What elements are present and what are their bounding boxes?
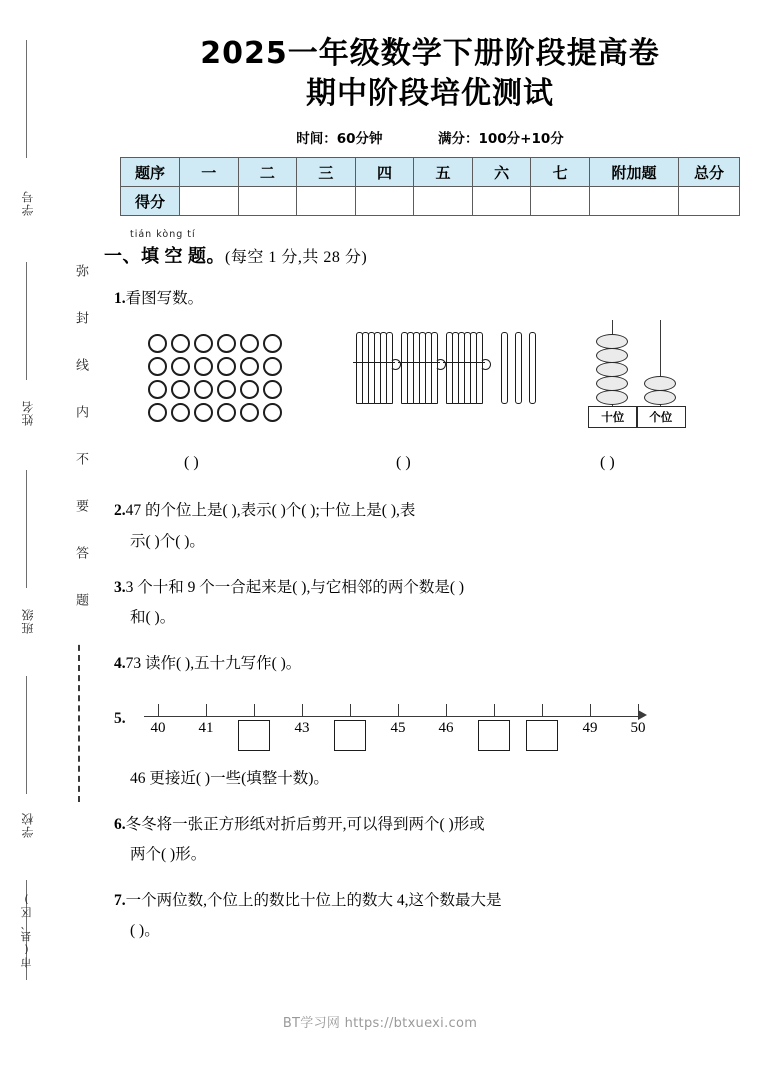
numberline-tick	[638, 704, 639, 716]
section-heading-fill-in-blank	[104, 229, 760, 268]
section-index: 一、	[104, 246, 141, 267]
margin-rule-2	[26, 470, 27, 588]
circle-dot	[240, 380, 259, 399]
figure-circles	[148, 334, 285, 425]
numberline-blank-box[interactable]	[478, 720, 510, 751]
question-2-line-2	[114, 527, 760, 557]
score-cell-7[interactable]	[531, 187, 590, 216]
numberline-label-41: 41	[198, 719, 214, 736]
question-6-text-1[interactable]: 冬冬将一张正方形纸对折后剪开,可以得到两个( )形或	[125, 815, 485, 833]
circle-dot	[171, 357, 190, 376]
margin-rule-0	[26, 40, 27, 158]
abacus-bead	[596, 362, 628, 377]
exam-meta	[100, 127, 760, 147]
question-4	[114, 649, 760, 679]
circle-dot	[194, 380, 213, 399]
title-line-2: 期中阶段培优测试	[306, 75, 554, 111]
section-pinyin: tián kòng tí	[130, 229, 196, 241]
score-cell-1[interactable]	[180, 187, 239, 216]
title-line-1: 2025一年级数学下册阶段提高卷	[200, 36, 660, 71]
stick-bundle-ten	[401, 332, 437, 404]
numberline-blank-box[interactable]	[238, 720, 270, 751]
bundle-tie	[353, 362, 395, 371]
numberline-tick	[446, 704, 447, 716]
circle-dot	[240, 403, 259, 422]
question-3-line-2	[114, 603, 760, 633]
numberline-tick	[350, 704, 351, 716]
numberline-tick	[158, 704, 159, 716]
question-2-line-1	[114, 496, 760, 526]
abacus-label-ones: 个位	[636, 406, 686, 428]
numberline-label-40: 40	[150, 719, 166, 736]
question-6-number: 6.	[114, 815, 126, 833]
abacus-base	[588, 406, 684, 428]
question-5-followup	[114, 764, 760, 794]
question-4-line-1	[114, 649, 760, 679]
circle-dot	[171, 380, 190, 399]
stick	[529, 332, 536, 404]
circle-dot	[194, 357, 213, 376]
footer-watermark: BT学习网 https://btxuexi.com	[282, 1016, 478, 1031]
circle-dot	[217, 357, 236, 376]
question-7-text-1[interactable]: 一个两位数,个位上的数比十位上的数大 4,这个数最大是	[125, 892, 502, 910]
question-6-text-2[interactable]: 两个( )形。	[130, 845, 207, 863]
bundle-tie	[398, 362, 440, 371]
numberline-label-43: 43	[294, 719, 310, 736]
section-name: 填 空 题	[141, 246, 207, 267]
question-1	[114, 284, 760, 314]
abacus-bead	[596, 348, 628, 363]
circle-grid	[148, 334, 285, 425]
score-cell-2[interactable]	[238, 187, 297, 216]
abacus-bead	[644, 376, 676, 391]
numberline-tick	[542, 704, 543, 716]
numberline-tick	[590, 704, 591, 716]
question-5-number: 5.	[114, 709, 126, 727]
circle-dot	[171, 334, 190, 353]
circle-dot	[263, 334, 282, 353]
question-6-line-1	[114, 810, 760, 840]
question-7-text-2[interactable]: ( )。	[130, 922, 160, 940]
seal-line-text: 弥封线内不要答题	[73, 264, 88, 640]
circle-dot	[217, 334, 236, 353]
question-2-number: 2.	[114, 502, 126, 520]
section-period: 。	[206, 246, 225, 267]
circle-dot	[240, 334, 259, 353]
numberline-tick	[206, 704, 207, 716]
numberline-axis	[144, 716, 640, 717]
question-7-line-2	[114, 916, 760, 946]
question-5-line-2	[114, 764, 760, 794]
stick-bundle-ten	[446, 332, 482, 404]
abacus-bead	[596, 376, 628, 391]
numberline-blank-box[interactable]	[334, 720, 366, 751]
circle-dot	[263, 357, 282, 376]
question-7	[114, 886, 760, 946]
table-row-question-index	[121, 158, 740, 187]
abacus-bead	[596, 334, 628, 349]
numberline-label-50: 50	[630, 719, 646, 736]
question-2-text-2[interactable]: 示( )个( )。	[130, 532, 205, 550]
stick-bundles	[356, 332, 536, 404]
numberline-label-46: 46	[438, 719, 454, 736]
circle-dot	[217, 403, 236, 422]
answer-blank-circles[interactable]: ( )	[184, 454, 199, 472]
score-col-total: 总分	[679, 158, 740, 187]
numberline-label-45: 45	[390, 719, 406, 736]
circle-dot	[263, 403, 282, 422]
score-table-rowlabel-order: 题序	[121, 158, 180, 187]
stick	[515, 332, 522, 404]
loose-sticks	[501, 332, 536, 404]
exam-sheet	[100, 0, 760, 1065]
circle-dot	[194, 334, 213, 353]
numberline-tick	[254, 704, 255, 716]
left-binding-margin	[0, 0, 100, 1065]
margin-field-shixianqu: 市(县、区)	[20, 892, 33, 968]
score-col-4: 四	[355, 158, 414, 187]
figure-abacus	[588, 320, 684, 428]
question-1-text: 看图写数。	[125, 290, 204, 308]
question-1-answer-row	[100, 454, 760, 480]
score-col-1: 一	[180, 158, 239, 187]
question-5-text-2[interactable]: 46 更接近( )一些(填整十数)。	[130, 769, 329, 787]
margin-rule-3	[26, 676, 27, 794]
answer-blank-sticks[interactable]: ( )	[396, 454, 411, 472]
question-6	[114, 810, 760, 870]
table-row-score	[121, 187, 740, 216]
question-4-text-1[interactable]: 73 读作( ),五十九写作( )。	[125, 655, 302, 673]
question-3-number: 3.	[114, 578, 126, 596]
circle-dot	[263, 380, 282, 399]
question-6-line-2	[114, 840, 760, 870]
score-col-2: 二	[238, 158, 297, 187]
numberline-tick	[398, 704, 399, 716]
circle-dot	[171, 403, 190, 422]
question-2-text-1[interactable]: 47 的个位上是( ),表示( )个( );十位上是( ),表	[125, 502, 416, 520]
score-cell-total[interactable]	[679, 187, 740, 216]
score-col-7: 七	[531, 158, 590, 187]
score-col-5: 五	[414, 158, 473, 187]
question-3-text-2[interactable]: 和( )。	[130, 609, 176, 627]
question-1-figures	[100, 320, 760, 452]
answer-blank-abacus[interactable]: ( )	[600, 454, 615, 472]
bundle-knot-icon	[480, 359, 491, 370]
score-cell-4[interactable]	[355, 187, 414, 216]
score-table-rowlabel-score: 得分	[121, 187, 180, 216]
question-3-line-1	[114, 573, 760, 603]
margin-rule-1	[26, 262, 27, 380]
circle-dot	[148, 357, 167, 376]
score-cell-5[interactable]	[414, 187, 473, 216]
score-col-6: 六	[472, 158, 531, 187]
bundle-tie	[443, 362, 485, 371]
margin-field-xuexiao: 学校	[21, 812, 35, 838]
question-3-text-1[interactable]: 3 个十和 9 个一合起来是( ),与它相邻的两个数是( )	[125, 578, 465, 596]
page-title	[100, 0, 760, 113]
abacus-label-tens: 十位	[588, 406, 638, 428]
question-7-number: 7.	[114, 892, 126, 910]
circle-dot	[148, 403, 167, 422]
abacus-bead	[644, 390, 676, 405]
circle-dot	[194, 403, 213, 422]
margin-field-xuehao: 学号	[21, 190, 35, 216]
question-4-number: 4.	[114, 655, 126, 673]
score-cell-3[interactable]	[297, 187, 356, 216]
time-limit-label: 时间：60分钟	[296, 131, 383, 148]
question-1-number: 1.	[114, 290, 126, 308]
numberline-arrow-icon	[638, 710, 647, 720]
full-score-label: 满分：100分+10分	[437, 131, 564, 148]
figure-sticks	[356, 332, 536, 404]
margin-field-xingming: 姓名	[21, 400, 35, 426]
margin-field-banji: 班级	[21, 608, 35, 634]
section-points: (每空 1 分,共 28 分)	[225, 249, 368, 267]
stick-bundle-ten	[356, 332, 392, 404]
section-title-row	[104, 242, 760, 268]
abacus	[588, 320, 684, 428]
circle-dot	[148, 334, 167, 353]
circle-dot	[240, 357, 259, 376]
score-table	[120, 157, 740, 216]
numberline-tick	[302, 704, 303, 716]
circle-dot	[148, 380, 167, 399]
abacus-bead	[596, 390, 628, 405]
stick	[501, 332, 508, 404]
score-col-3: 三	[297, 158, 356, 187]
question-2	[114, 496, 760, 556]
question-5-numberline	[114, 694, 760, 760]
numberline-blank-box[interactable]	[526, 720, 558, 751]
score-col-bonus: 附加题	[590, 158, 679, 187]
score-cell-bonus[interactable]	[590, 187, 679, 216]
question-7-line-1	[114, 886, 760, 916]
score-cell-6[interactable]	[472, 187, 531, 216]
numberline-label-49: 49	[582, 719, 598, 736]
question-3	[114, 573, 760, 633]
numberline-tick	[494, 704, 495, 716]
circle-dot	[217, 380, 236, 399]
seal-line-column	[68, 262, 90, 802]
